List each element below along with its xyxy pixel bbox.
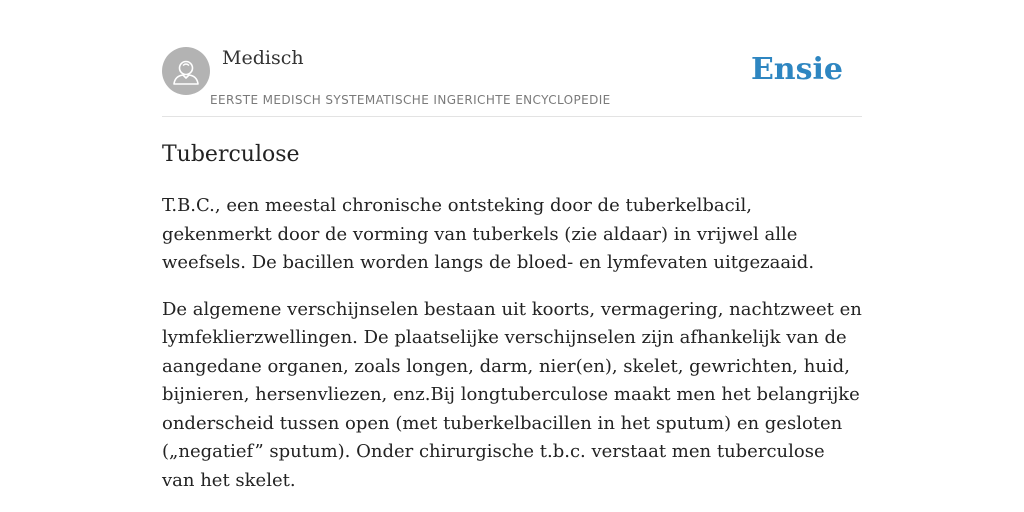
article-title: Tuberculose (162, 142, 300, 167)
avatar[interactable] (162, 47, 210, 95)
user-silhouette-icon (162, 47, 210, 95)
article-paragraph: T.B.C., een meestal chronische ontsteking door de tuberkelbacil, gekenmerkt door de vorming van tuberkels (zie aldaar) in vrijwel alle weefsels. De bacillen worden langs de bloed- en lymfevaten uitgezaaid. (162, 195, 815, 273)
source-subtitle: EERSTE MEDISCH SYSTEMATISCHE INGERICHTE ENCYCLOPEDIE (210, 93, 611, 107)
brand-logo-link[interactable]: Ensie (750, 52, 843, 87)
source-name-link[interactable]: Medisch (222, 47, 304, 69)
source-header (162, 46, 862, 117)
article-body (162, 192, 862, 512)
article-paragraph: De algemene verschijnselen bestaan uit koorts, vermagering, nachtzweet en lymfeklierzwellingen. De plaatselijke verschijnselen zijn afhankelijk van de aangedane organen, zoals longen, darm, nier(en), skelet, gewrichten, huid, bijnieren, hersenvliezen, enz.Bij longtuberculose maakt men het belangrijke onderscheid tussen open (met tuberkelbacillen in het sputum) en gesloten („negatief” sputum). Onder chirurgische t.b.c. verstaat men tuberculose van het skelet. (162, 298, 862, 491)
